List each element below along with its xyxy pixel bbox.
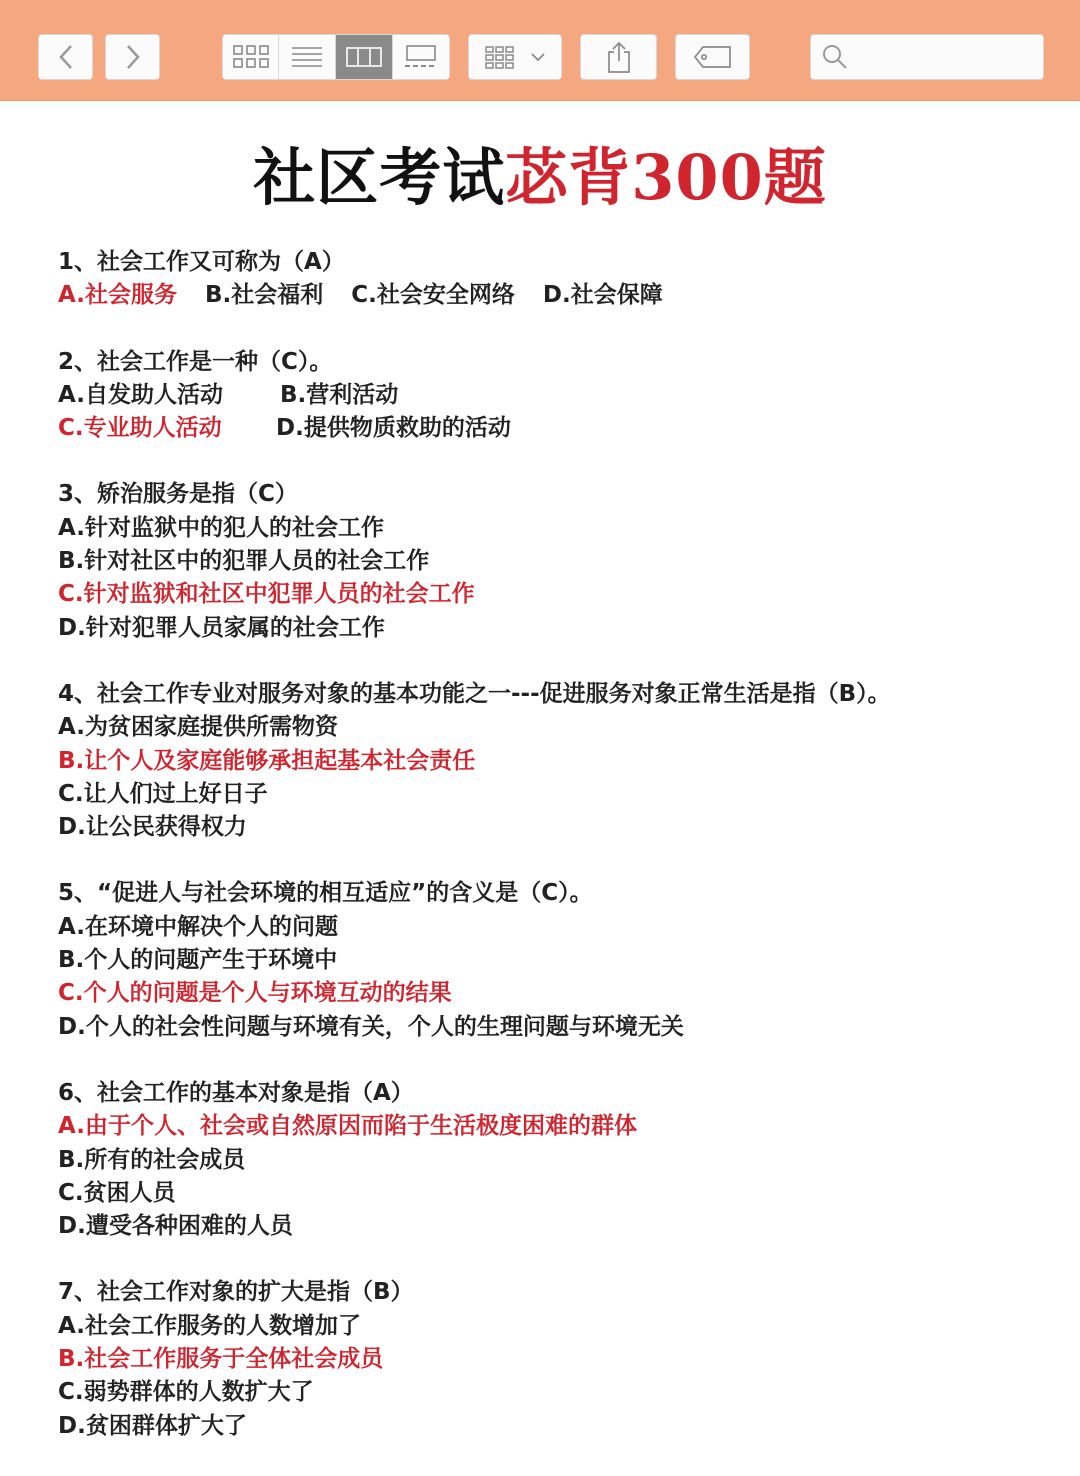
option: D.提供物质救助的活动 — [276, 415, 511, 442]
list-view-button[interactable] — [279, 34, 336, 80]
question-text: 6、社会工作的基本对象是指（A） — [58, 1079, 414, 1106]
option: B.社会福利 — [204, 282, 324, 309]
question-text: 4、社会工作专业对服务对象的基本功能之一---促进服务对象正常生活是指（B）。 — [58, 680, 891, 707]
search-input[interactable] — [857, 41, 1041, 73]
option-correct: A.由于个人、社会或自然原因而陷于生活极度困难的群体 — [58, 1113, 637, 1140]
column-view-icon — [345, 45, 383, 69]
options-row — [58, 279, 1068, 312]
option-correct: B.社会工作服务于全体社会成员 — [58, 1346, 384, 1373]
option: D.让公民获得权力 — [58, 814, 247, 841]
question-1 — [58, 246, 1068, 313]
question-text: 3、矫治服务是指（C） — [58, 481, 298, 508]
search-icon — [821, 43, 849, 71]
share-button[interactable] — [580, 34, 657, 80]
option: B.所有的社会成员 — [58, 1146, 246, 1173]
question-5 — [58, 877, 1068, 1043]
option: D.遭受各种困难的人员 — [58, 1213, 293, 1240]
icon-view-button[interactable] — [222, 34, 279, 80]
question-6 — [58, 1077, 1068, 1243]
option-correct: B.让个人及家庭能够承担起基本社会责任 — [58, 747, 476, 774]
option: C.社会安全网络 — [351, 282, 515, 309]
title-main: 社区考试 — [253, 141, 506, 214]
search-field[interactable] — [810, 34, 1044, 80]
chevron-right-icon — [123, 43, 143, 71]
chevron-down-icon — [530, 51, 546, 63]
option-correct: C.专业助人活动 — [58, 415, 222, 442]
question-text: 5、“促进人与社会环境的相互适应”的含义是（C）。 — [58, 880, 593, 907]
option-correct: C.针对监狱和社区中犯罪人员的社会工作 — [58, 581, 475, 608]
list-view-icon — [290, 45, 324, 69]
option: D.针对犯罪人员家属的社会工作 — [58, 614, 385, 641]
option: A.自发助人活动 — [58, 381, 223, 408]
gallery-view-icon — [402, 44, 440, 70]
question-2 — [58, 346, 1068, 446]
chevron-left-icon — [56, 43, 76, 71]
forward-button[interactable] — [105, 34, 160, 80]
gallery-view-button[interactable] — [393, 34, 450, 80]
question-list — [58, 246, 1068, 1476]
option: D.社会保障 — [542, 282, 663, 309]
tag-icon — [693, 45, 733, 69]
tag-button[interactable] — [675, 34, 750, 80]
question-text: 7、社会工作对象的扩大是指（B） — [58, 1279, 414, 1306]
question-7 — [58, 1276, 1068, 1442]
grid-view-icon — [232, 44, 270, 70]
option-correct: A.社会服务 — [58, 282, 177, 309]
options-row — [58, 412, 1068, 445]
group-by-icon — [484, 44, 524, 70]
group-by-button[interactable] — [468, 34, 562, 80]
options-row — [58, 379, 1068, 412]
share-icon — [605, 40, 633, 74]
question-text: 1、社会工作又可称为（A） — [58, 249, 345, 275]
option: A.社会工作服务的人数增加了 — [58, 1312, 361, 1339]
question-3 — [58, 478, 1068, 644]
page-title — [0, 128, 1080, 217]
option: A.针对监狱中的犯人的社会工作 — [58, 514, 384, 541]
question-4 — [58, 678, 1068, 844]
option: C.弱势群体的人数扩大了 — [58, 1379, 314, 1406]
option: B.个人的问题产生于环境中 — [58, 947, 338, 974]
option: D.个人的社会性问题与环境有关，个人的生理问题与环境无关 — [58, 1013, 684, 1040]
option: D.贫困群体扩大了 — [58, 1412, 247, 1439]
option-correct: C.个人的问题是个人与环境互动的结果 — [58, 980, 452, 1007]
option: B.针对社区中的犯罪人员的社会工作 — [58, 548, 430, 575]
option: A.为贫困家庭提供所需物资 — [58, 714, 338, 741]
option: A.在环境中解决个人的问题 — [58, 913, 338, 940]
option: B.营利活动 — [280, 381, 399, 408]
title-highlight: 苾背300题 — [505, 141, 827, 214]
question-text: 2、社会工作是一种（C）。 — [58, 348, 333, 375]
option: C.让人们过上好日子 — [58, 780, 268, 807]
back-button[interactable] — [38, 34, 93, 80]
column-view-button[interactable] — [336, 34, 393, 80]
option: C.贫困人员 — [58, 1179, 176, 1206]
view-mode-segmented-control — [222, 34, 450, 80]
finder-toolbar — [0, 0, 1080, 101]
